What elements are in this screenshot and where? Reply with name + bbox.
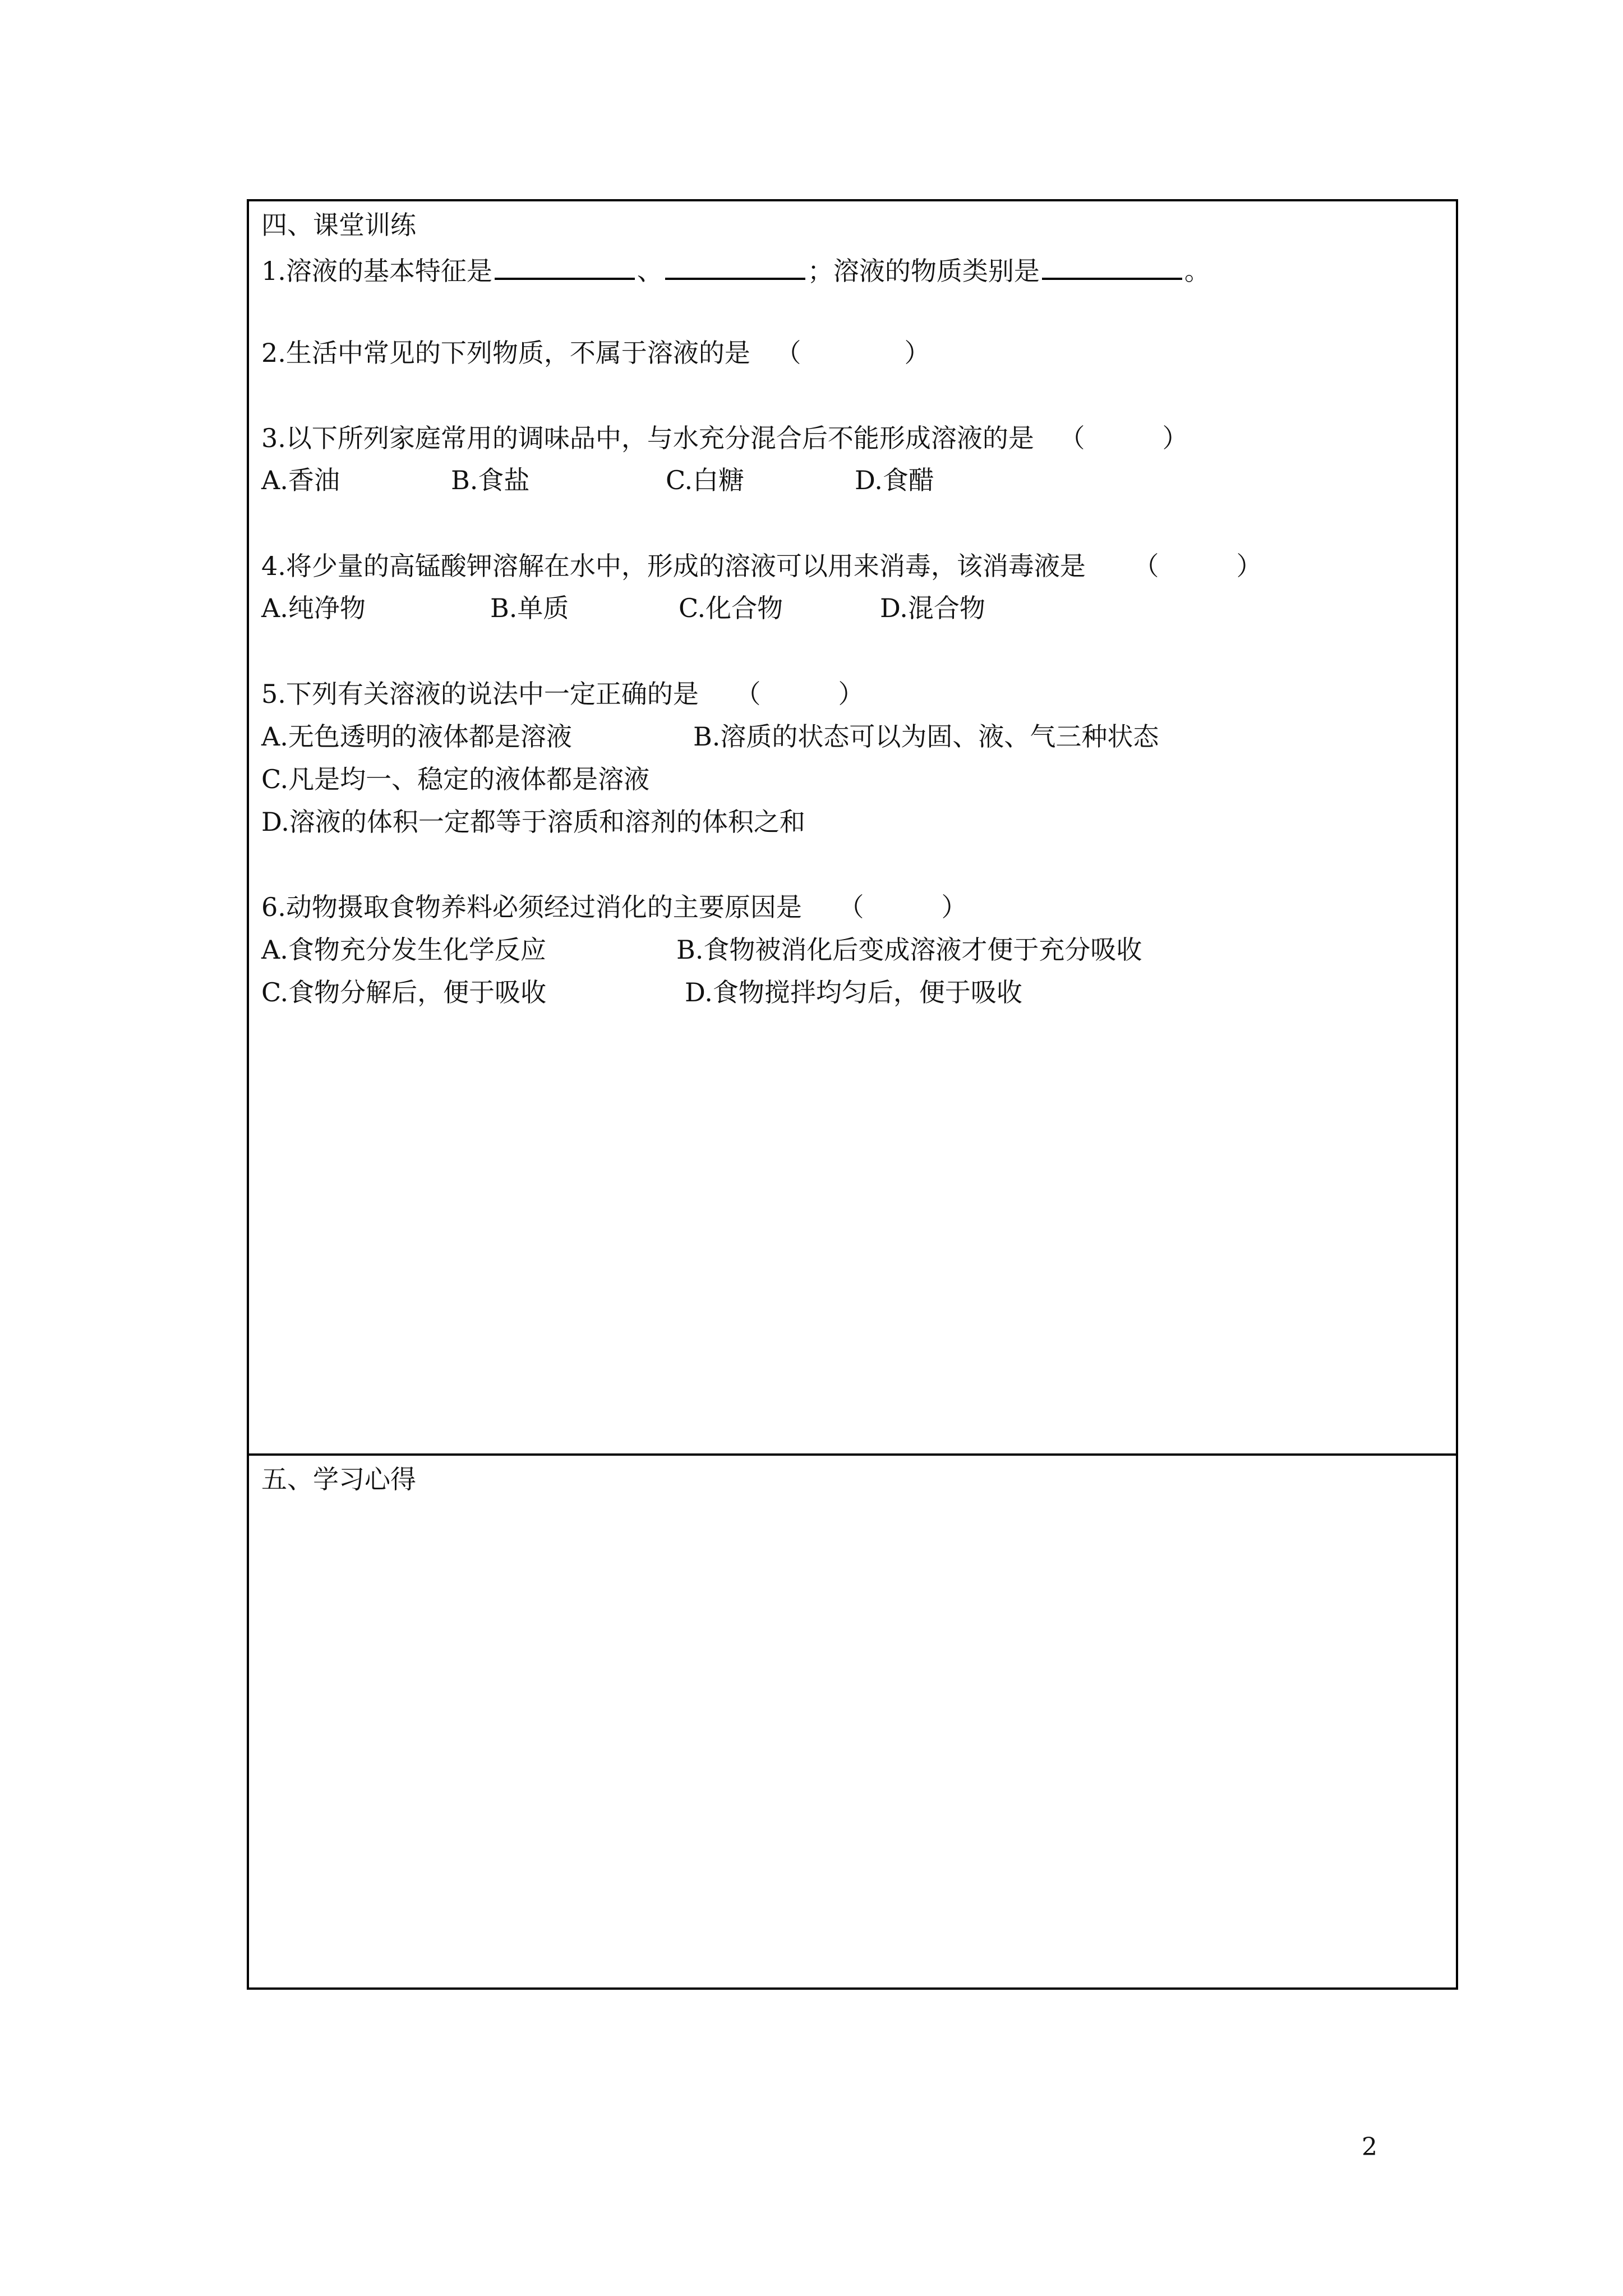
answer-blank-2[interactable] [665,252,805,280]
question-5-option-d[interactable]: D.溶液的体积一定都等于溶质和溶剂的体积之和 [261,807,805,837]
question-6-options-row-1 [261,933,1142,967]
question-3-option-b[interactable]: B.食盐 [451,465,530,495]
question-5-option-c[interactable]: C.凡是均一、稳定的液体都是溶液 [261,764,650,794]
question-4-options [261,591,985,625]
question-5-options-row-1 [261,720,1159,753]
classroom-practice-cell [249,201,1456,1456]
question-4 [261,549,1262,583]
question-5-stem: 5.下列有关溶液的说法中一定正确的是 [261,679,699,709]
question-4-option-a[interactable]: A.纯净物 [261,593,366,623]
question-1-stem: 1.溶液的基本特征是 [261,256,492,286]
practice-section-title: 四、课堂训练 [261,210,416,240]
question-4-option-b[interactable]: B.单质 [490,593,569,623]
question-1-separator: 、 [637,256,663,286]
question-1-end: 。 [1184,256,1210,286]
question-2-answer-parentheses[interactable]: （ ） [775,338,930,368]
question-6-option-d[interactable]: D.食物搅拌均匀后，便于吸收 [685,977,1022,1007]
question-4-stem: 4.将少量的高锰酸钾溶解在水中，形成的溶液可以用来消毒，该消毒液是 [261,551,1086,581]
question-3-option-c[interactable]: C.白糖 [666,465,745,495]
question-4-option-c[interactable]: C.化合物 [679,593,783,623]
question-3-option-d[interactable]: D.食醋 [855,465,934,495]
question-5-option-b[interactable]: B.溶质的状态可以为固、液、气三种状态 [693,721,1159,752]
question-3 [261,421,1188,455]
question-6 [261,890,967,924]
question-3-option-a[interactable]: A.香油 [261,465,340,495]
question-6-option-a[interactable]: A.食物充分发生化学反应 [261,935,546,965]
question-6-stem: 6.动物摄取食物养料必须经过消化的主要原因是 [261,892,802,922]
question-5 [261,677,864,711]
learning-reflection-cell [249,1456,1456,1987]
question-1-second-stem: ；溶液的物质类别是 [807,256,1040,286]
question-3-answer-parentheses[interactable]: （ ） [1059,423,1188,453]
question-1 [261,252,1210,288]
question-5-answer-parentheses[interactable]: （ ） [735,679,864,709]
question-2-stem: 2.生活中常见的下列物质，不属于溶液的是 [261,338,750,368]
question-6-answer-parentheses[interactable]: （ ） [838,892,967,922]
reflection-section-title: 五、学习心得 [261,1464,416,1494]
question-3-options [261,463,934,497]
answer-blank-1[interactable] [495,252,635,280]
question-5-option-a[interactable]: A.无色透明的液体都是溶液 [261,721,572,752]
question-4-answer-parentheses[interactable]: （ ） [1133,551,1262,581]
worksheet-table [247,199,1458,1990]
question-6-option-b[interactable]: B.食物被消化后变成溶液才便于充分吸收 [676,935,1142,965]
question-2 [261,336,930,370]
question-6-option-c[interactable]: C.食物分解后，便于吸收 [261,977,547,1007]
question-3-stem: 3.以下所列家庭常用的调味品中，与水充分混合后不能形成溶液的是 [261,423,1034,453]
answer-blank-3[interactable] [1042,252,1182,280]
question-4-option-d[interactable]: D.混合物 [880,593,985,623]
page-number: 2 [1362,2133,1377,2161]
question-6-options-row-2 [261,976,1022,1009]
